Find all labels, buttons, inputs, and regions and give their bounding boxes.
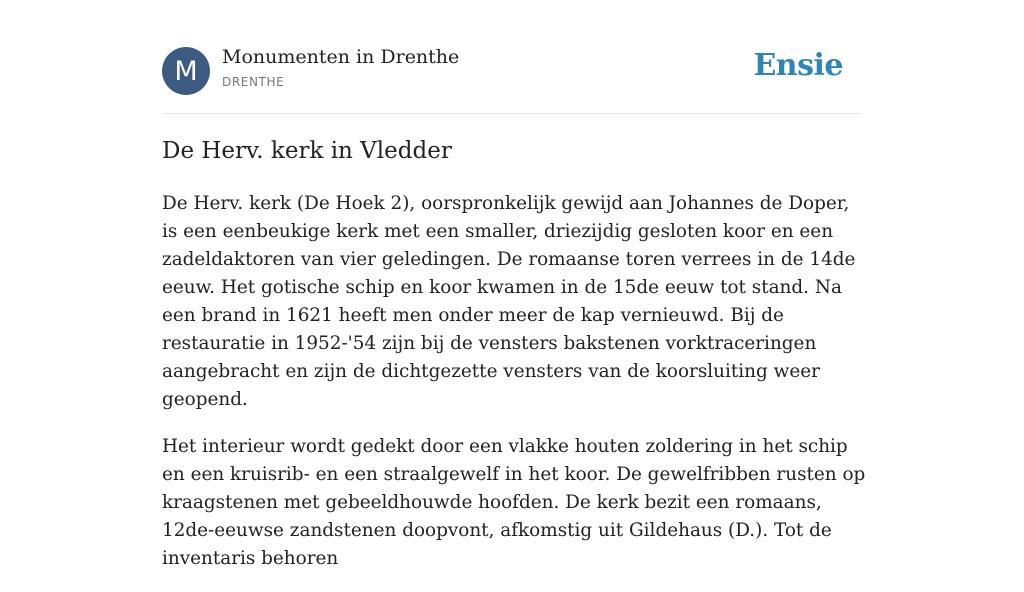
article-title: De Herv. kerk in Vledder xyxy=(162,138,452,164)
article-body xyxy=(162,190,867,592)
article-paragraph: Het interieur wordt gedekt door een vlakke houten zoldering in het schip en een kruisrib- en een straalgewelf in het koor. De gewelfribben rusten op kraagstenen met gebeeldhouwde hoofden. De kerk bezit een romaans, 12de-eeuwse zandstenen doopvont, afkomstig uit Gildehaus (D.). Tot de inventaris behoren xyxy=(162,436,866,569)
page-header xyxy=(162,0,862,114)
ensie-logo[interactable]: Ensie xyxy=(753,48,843,83)
source-avatar[interactable]: M xyxy=(162,47,210,95)
source-title[interactable]: Monumenten in Drenthe xyxy=(222,46,460,68)
article-paragraph: De Herv. kerk (De Hoek 2), oorspronkelijk gewijd aan Johannes de Doper, is een eenbeukige kerk met een smaller, driezijdig gesloten koor en een zadeldaktoren van vier geledingen. De romaanse toren verrees in de 14de eeuw. Het gotische schip en koor kwamen in de 15de eeuw tot stand. Na een brand in 1621 heeft men onder meer de kap vernieuwd. Bij de restauratie in 1952-'54 zijn bij de vensters bakstenen vorktraceringen aangebracht en zijn de dichtgezette vensters van de koorsluiting weer geopend. xyxy=(162,193,856,410)
page-container xyxy=(162,0,866,569)
source-subtitle[interactable]: DRENTHE xyxy=(222,75,285,89)
